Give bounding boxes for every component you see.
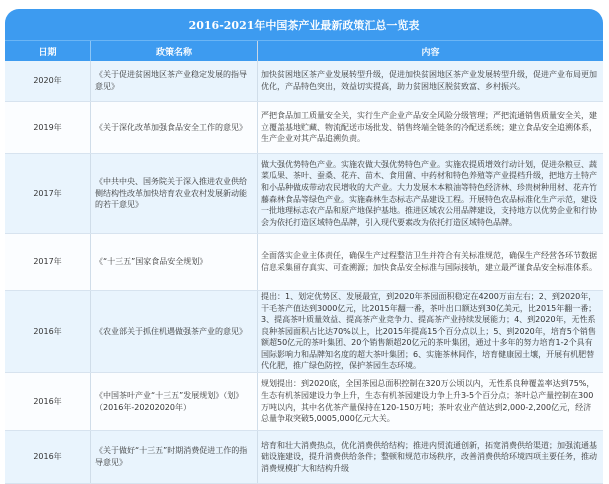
header-content: 内容 bbox=[421, 47, 440, 58]
cell-date bbox=[5, 234, 91, 290]
table-row bbox=[5, 431, 603, 484]
cell-content bbox=[258, 373, 603, 430]
table-title: 2016-2021年中国茶产业最新政策汇总一览表 bbox=[5, 9, 603, 40]
content-text: 规划提出：到2020底，全国茶园总面积控制在320万公顷以内，无性系良种覆盖率达到75%，生态有机茶园建设力争上升，生态有机茶园建设力争上升3-5个百分点；茶叶总产量控制在300万吨以内，其中名优茶产量保持在120-150万吨；茶叶农业产值达到2,000-2,200亿元，经济总量争取突破5,0005,000亿元大关。 bbox=[261, 379, 595, 424]
cell-policy bbox=[91, 61, 258, 101]
cell-content bbox=[258, 234, 603, 290]
policy-table bbox=[5, 9, 603, 484]
table-row bbox=[5, 61, 603, 102]
table-body bbox=[5, 61, 603, 484]
date-text: 2016年 bbox=[33, 396, 62, 406]
date-text: 2019年 bbox=[33, 122, 62, 132]
content-text: 做大强优势特色产业。实施农做大强优势特色产业。实施农提质增效行动计划，促进杂粮豆、蔬菜瓜果、茶叶、蚕桑、花卉、苗木、食用菌、中药材和特色养殖等产业提档升级，把地方土特产和小品种做成带动农民增收的大产业。大力发展木本粮油等特色经济林、珍贵树种用材、花卉竹藤森林食品等绿色产业。实施森林生态标志产品建设工程。开展特色农品标准化生产示范，建设一批地理标志农产品和原产地保护基地。推进区域农公用品牌建设，支持地方以优势企业和行协会为依托打造区域特色品牌，引入现代要素改为依托打造区域特色品牌。 bbox=[261, 159, 597, 227]
date-text: 2016年 bbox=[33, 326, 62, 336]
content-text: 培育和壮大消费热点，优化消费供给结构；推进内贸流通创新，拓宽消费供给渠道；加强流通基础设施建设，提升消费供给条件；整顿和规范市场秩序，改善消费供给环境四项主要任务，推动消费规模扩大和结构升级 bbox=[261, 440, 597, 473]
header-date: 日期 bbox=[5, 41, 91, 61]
content-text: 严把食品加工质量安全关，实行生产企业产品安全风险分级管理；严把流通销售质量安全关，建立覆盖基地贮藏、物流配送市场批发、销售终端全链条的冷配送系统；建立食品安全追溯体系，生产企业对其产品追溯负责。 bbox=[261, 111, 597, 144]
table-row bbox=[5, 373, 603, 431]
cell-content bbox=[258, 154, 603, 233]
cell-date bbox=[5, 154, 91, 233]
policy-text: 《中国茶叶产业“十三五”发展规划》（划》（2016年-20202020年） bbox=[95, 390, 244, 412]
content-text: 提出：1、划定优势区、发展最宜，到2020年茶园面积稳定在4200万亩左右；2、到2020年，干毛茶产值达到3000亿元，比2015年翻一番，茶叶出口额达到30亿美元，比2015年翻一番；3、提高茶叶质量效益、提高茶产业竞争力、提高茶产业持续发展能力；4、到2020年，无性系良种茶园面积占比达70%以上，比2015年提高15个百分点以上；5、到2020年，培育5个销售额超50亿元的茶叶集团、20个销售额超20亿元的茶叶集团，通过十多年的努力培育1-2个具有国际影响力和品牌知名度的超大茶叶集团；6、实施茶林间作，培育健康园土壤，开展有机肥替代化肥，推广绿色防控，保护茶园生态环境。 bbox=[261, 291, 597, 371]
policy-text: 《中共中央、国务院关于深入推进农业供给侧结构性改革加快培育农业农村发展新动能的若干意见》 bbox=[95, 177, 247, 210]
cell-date bbox=[5, 102, 91, 153]
cell-date bbox=[5, 61, 91, 101]
policy-text: 《农业部关于抓住机遇做强茶产业的意见》 bbox=[95, 326, 247, 336]
policy-text: 《关于促进贫困地区茶产业稳定发展的指导意见》 bbox=[95, 70, 247, 91]
table-row bbox=[5, 102, 603, 154]
cell-policy bbox=[91, 373, 258, 430]
content-text: 加快贫困地区茶产业发展转型升级，促进加快贫困地区茶产业发展转型升级，促进产业布局更加优化，产品特色突出，效益切实提高，助力贫困地区脱贫致富、乡村振兴。 bbox=[261, 70, 597, 91]
policy-text: 《“十三五”国家食品安全规划》 bbox=[95, 257, 208, 267]
cell-date bbox=[5, 431, 91, 483]
cell-date bbox=[5, 291, 91, 372]
date-text: 2016年 bbox=[33, 452, 62, 462]
column-header-row bbox=[5, 40, 603, 61]
cell-policy bbox=[91, 102, 258, 153]
cell-policy bbox=[91, 431, 258, 483]
date-text: 2020年 bbox=[33, 76, 62, 86]
cell-content bbox=[258, 61, 603, 101]
cell-policy bbox=[91, 291, 258, 372]
table-row bbox=[5, 154, 603, 234]
cell-policy bbox=[91, 234, 258, 290]
cell-content bbox=[258, 291, 603, 372]
table-row bbox=[5, 234, 603, 291]
policy-text: 《关于做好“十三五”时期消费促进工作的指导意见》 bbox=[95, 446, 248, 467]
cell-policy bbox=[91, 154, 258, 233]
header-policy: 政策名称 bbox=[91, 41, 258, 61]
policy-text: 《关于深化改革加强食品安全工作的意见》 bbox=[95, 122, 247, 132]
content-text: 全面落实企业主体责任，确保生产过程整洁卫生并符合有关标准规范，确保生产经营各环节数据信息采集留存真实、可查溯源；加快食品安全标准与国际接轨，建立最严谨食品安全标准体系。 bbox=[261, 251, 597, 272]
date-text: 2017年 bbox=[33, 257, 62, 267]
cell-content bbox=[258, 431, 603, 483]
date-text: 2017年 bbox=[33, 188, 62, 198]
table-row bbox=[5, 291, 603, 373]
cell-content bbox=[258, 102, 603, 153]
cell-date bbox=[5, 373, 91, 430]
